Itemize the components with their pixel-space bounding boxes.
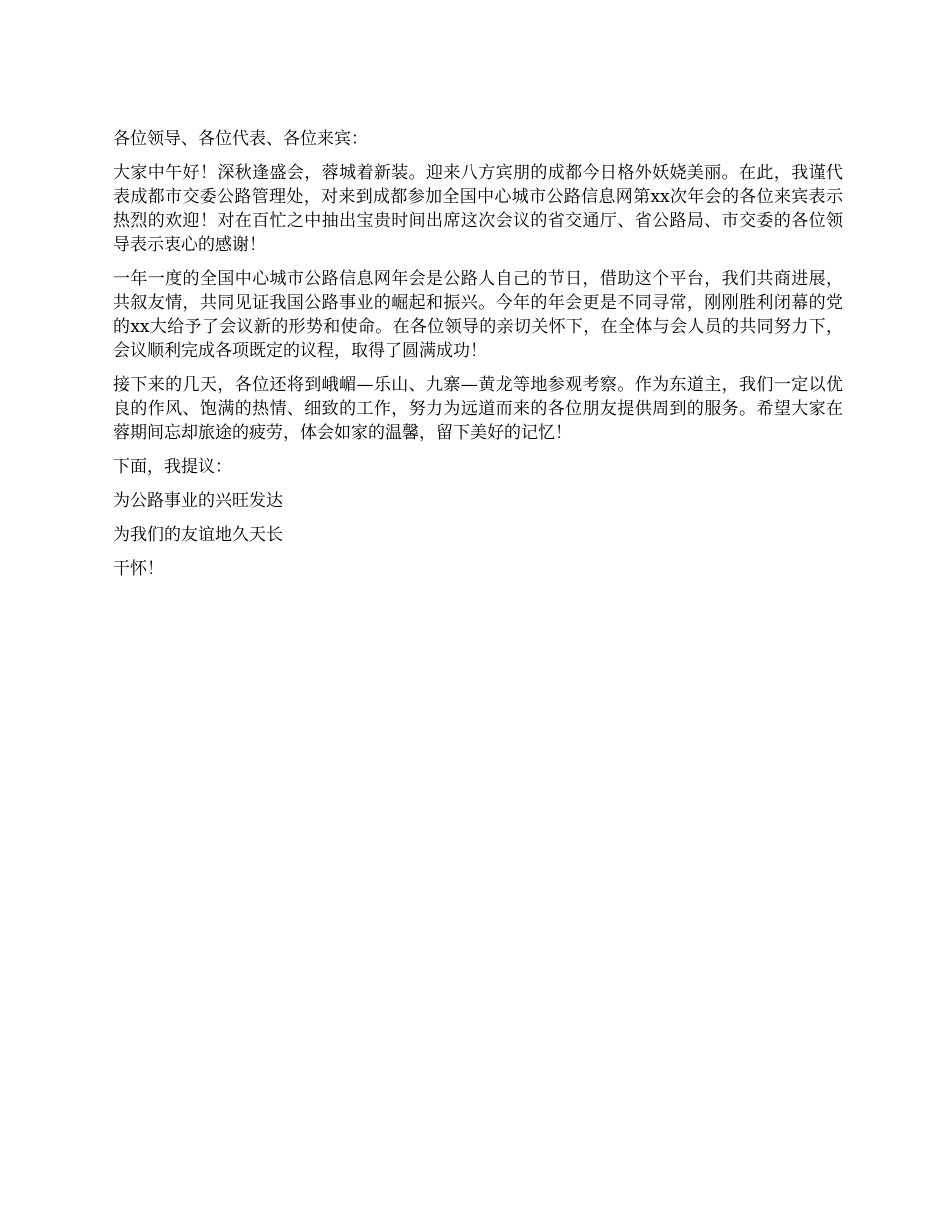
proposal-intro: 下面，我提议： <box>113 457 232 477</box>
closing-line: 干怀！ <box>113 559 164 579</box>
paragraph-annual-meeting: 一年一度的全国中心城市公路信息网年会是公路人自己的节日，借助这个平台，我们共商进展，共叙友情，共同见证我国公路事业的崛起和振兴。今年的年会更是不同寻常，刚刚胜利闭幕的党的xx大给予了会议新的形势和使命。在各位领导的亲切关怀下，在全体与会人员的共同努力下，会议顺利完成各项既定的议程，取得了圆满成功！ <box>113 269 843 361</box>
paragraph-welcome: 大家中午好！深秋逢盛会，蓉城着新装。迎来八方宾朋的成都今日格外妖娆美丽。在此，我谨代表成都市交委公路管理处，对来到成都参加全国中心城市公路信息网第xx次年会的各位来宾表示热烈的欢迎！对在百忙之中抽出宝贵时间出席这次会议的省交通厅、省公路局、市交委的各位领导表示衷心的感谢！ <box>113 163 843 255</box>
salutation: 各位领导、各位代表、各位来宾： <box>113 129 368 149</box>
toast-line: 为公路事业的兴旺发达 <box>113 491 283 511</box>
paragraph-tour: 接下来的几天，各位还将到峨嵋—乐山、九寨—黄龙等地参观考察。作为东道主，我们一定以优良的作风、饱满的热情、细致的工作，努力为远道而来的各位朋友提供周到的服务。希望大家在蓉期间忘却旅途的疲劳，体会如家的温馨，留下美好的记忆！ <box>113 375 843 443</box>
toast-line: 为我们的友谊地久天长 <box>113 525 283 545</box>
speech-body <box>113 127 843 591</box>
